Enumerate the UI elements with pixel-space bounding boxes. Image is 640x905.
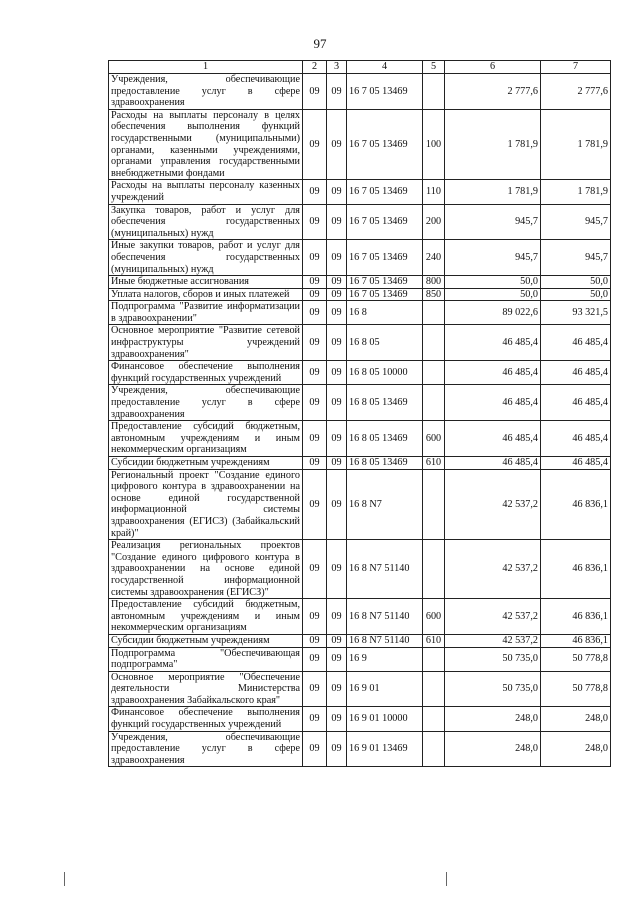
row-subsection-cell: 09: [327, 109, 347, 180]
row-name-cell: Иные закупки товаров, работ и услуг для обеспечения государственных (муниципальных) нужд: [109, 240, 303, 276]
row-target-article-cell: 16 7 05 13469: [347, 109, 423, 180]
table-row: [109, 599, 611, 635]
row-amount-2-cell: 248,0: [541, 707, 611, 731]
row-name-cell: Финансовое обеспечение выполнения функций государственных учреждений: [109, 361, 303, 385]
row-expense-type-cell: [423, 361, 445, 385]
row-section-cell: 09: [303, 540, 327, 599]
row-target-article-cell: 16 9: [347, 647, 423, 671]
row-target-article-cell: 16 9 01 10000: [347, 707, 423, 731]
row-amount-2-cell: 248,0: [541, 731, 611, 767]
scan-mark-right: [446, 872, 447, 886]
row-amount-2-cell: 50 778,8: [541, 647, 611, 671]
row-expense-type-cell: 240: [423, 240, 445, 276]
row-expense-type-cell: [423, 647, 445, 671]
row-expense-type-cell: [423, 301, 445, 325]
table-row: [109, 276, 611, 289]
row-amount-2-cell: 46 485,4: [541, 457, 611, 470]
row-amount-2-cell: 46 836,1: [541, 540, 611, 599]
row-expense-type-cell: [423, 731, 445, 767]
row-subsection-cell: 09: [327, 707, 347, 731]
row-subsection-cell: 09: [327, 599, 347, 635]
row-subsection-cell: 09: [327, 385, 347, 421]
row-amount-2-cell: 945,7: [541, 204, 611, 240]
row-expense-type-cell: [423, 74, 445, 110]
row-subsection-cell: 09: [327, 731, 347, 767]
row-target-article-cell: 16 8 05 13469: [347, 457, 423, 470]
row-expense-type-cell: 800: [423, 276, 445, 289]
row-expense-type-cell: [423, 325, 445, 361]
table-row: [109, 361, 611, 385]
table-header-row: [109, 61, 611, 74]
row-amount-2-cell: 945,7: [541, 240, 611, 276]
row-expense-type-cell: 200: [423, 204, 445, 240]
row-expense-type-cell: [423, 469, 445, 540]
row-name-cell: Предоставление субсидий бюджетным, автономным учреждениям и иным некоммерческим организациям: [109, 599, 303, 635]
row-subsection-cell: 09: [327, 276, 347, 289]
row-target-article-cell: 16 8 05 13469: [347, 421, 423, 457]
row-amount-1-cell: 945,7: [445, 240, 541, 276]
row-expense-type-cell: 600: [423, 421, 445, 457]
row-name-cell: Субсидии бюджетным учреждениям: [109, 634, 303, 647]
budget-table: [108, 60, 611, 767]
row-subsection-cell: 09: [327, 288, 347, 301]
row-amount-2-cell: 46 485,4: [541, 325, 611, 361]
row-amount-1-cell: 1 781,9: [445, 109, 541, 180]
row-name-cell: Расходы на выплаты персоналу казенных учреждений: [109, 180, 303, 204]
row-target-article-cell: 16 7 05 13469: [347, 240, 423, 276]
row-target-article-cell: 16 7 05 13469: [347, 276, 423, 289]
row-amount-2-cell: 2 777,6: [541, 74, 611, 110]
row-target-article-cell: 16 8 N7 51140: [347, 634, 423, 647]
row-amount-1-cell: 46 485,4: [445, 385, 541, 421]
row-subsection-cell: 09: [327, 457, 347, 470]
row-section-cell: 09: [303, 707, 327, 731]
row-name-cell: Учреждения, обеспечивающие предоставление услуг в сфере здравоохранения: [109, 74, 303, 110]
row-expense-type-cell: 850: [423, 288, 445, 301]
row-name-cell: Иные бюджетные ассигнования: [109, 276, 303, 289]
row-section-cell: 09: [303, 469, 327, 540]
row-amount-1-cell: 46 485,4: [445, 457, 541, 470]
row-expense-type-cell: 110: [423, 180, 445, 204]
row-name-cell: Подпрограмма "Развитие информатизации в здравоохранении": [109, 301, 303, 325]
table-row: [109, 204, 611, 240]
row-subsection-cell: 09: [327, 74, 347, 110]
row-amount-2-cell: 1 781,9: [541, 109, 611, 180]
row-section-cell: 09: [303, 361, 327, 385]
row-amount-2-cell: 50,0: [541, 276, 611, 289]
row-amount-2-cell: 46 836,1: [541, 599, 611, 635]
row-amount-1-cell: 42 537,2: [445, 634, 541, 647]
table-row: [109, 74, 611, 110]
header-col-1: 1: [109, 61, 303, 74]
row-name-cell: Подпрограмма "Обеспечивающая подпрограмма": [109, 647, 303, 671]
table-row: [109, 634, 611, 647]
row-amount-2-cell: 50,0: [541, 288, 611, 301]
row-expense-type-cell: 610: [423, 634, 445, 647]
row-amount-1-cell: 42 537,2: [445, 599, 541, 635]
table-row: [109, 707, 611, 731]
row-target-article-cell: 16 9 01 13469: [347, 731, 423, 767]
table-row: [109, 421, 611, 457]
header-col-4: 4: [347, 61, 423, 74]
row-name-cell: Учреждения, обеспечивающие предоставление услуг в сфере здравоохранения: [109, 731, 303, 767]
row-section-cell: 09: [303, 276, 327, 289]
row-section-cell: 09: [303, 731, 327, 767]
row-amount-1-cell: 50,0: [445, 276, 541, 289]
row-subsection-cell: 09: [327, 671, 347, 707]
row-target-article-cell: 16 8 05 10000: [347, 361, 423, 385]
row-amount-1-cell: 42 537,2: [445, 469, 541, 540]
row-expense-type-cell: 610: [423, 457, 445, 470]
row-subsection-cell: 09: [327, 647, 347, 671]
row-subsection-cell: 09: [327, 180, 347, 204]
row-subsection-cell: 09: [327, 301, 347, 325]
table-row: [109, 288, 611, 301]
row-name-cell: Основное мероприятие "Обеспечение деятельности Министерства здравоохранения Забайкальского края": [109, 671, 303, 707]
row-subsection-cell: 09: [327, 204, 347, 240]
row-amount-1-cell: 46 485,4: [445, 325, 541, 361]
row-section-cell: 09: [303, 74, 327, 110]
scan-mark-left: [64, 872, 65, 886]
row-subsection-cell: 09: [327, 421, 347, 457]
row-amount-1-cell: 1 781,9: [445, 180, 541, 204]
row-name-cell: Региональный проект "Создание единого цифрового контура в здравоохранении на основе единой государственной информационной системы здравоохранения (ЕГИСЗ) (Забайкальский край)": [109, 469, 303, 540]
row-section-cell: 09: [303, 385, 327, 421]
row-target-article-cell: 16 8 N7 51140: [347, 540, 423, 599]
row-name-cell: Уплата налогов, сборов и иных платежей: [109, 288, 303, 301]
row-expense-type-cell: [423, 385, 445, 421]
row-target-article-cell: 16 8: [347, 301, 423, 325]
header-col-6: 6: [445, 61, 541, 74]
row-section-cell: 09: [303, 599, 327, 635]
row-amount-1-cell: 2 777,6: [445, 74, 541, 110]
row-amount-1-cell: 46 485,4: [445, 421, 541, 457]
row-section-cell: 09: [303, 421, 327, 457]
row-target-article-cell: 16 7 05 13469: [347, 74, 423, 110]
row-expense-type-cell: 600: [423, 599, 445, 635]
row-expense-type-cell: [423, 707, 445, 731]
row-expense-type-cell: [423, 540, 445, 599]
table-row: [109, 647, 611, 671]
row-subsection-cell: 09: [327, 240, 347, 276]
table-row: [109, 671, 611, 707]
row-amount-1-cell: 248,0: [445, 731, 541, 767]
row-target-article-cell: 16 8 N7 51140: [347, 599, 423, 635]
row-amount-1-cell: 89 022,6: [445, 301, 541, 325]
row-target-article-cell: 16 8 05: [347, 325, 423, 361]
row-amount-1-cell: 50 735,0: [445, 647, 541, 671]
row-expense-type-cell: 100: [423, 109, 445, 180]
row-target-article-cell: 16 8 05 13469: [347, 385, 423, 421]
table-row: [109, 540, 611, 599]
row-amount-2-cell: 46 836,1: [541, 634, 611, 647]
row-name-cell: Учреждения, обеспечивающие предоставление услуг в сфере здравоохранения: [109, 385, 303, 421]
row-expense-type-cell: [423, 671, 445, 707]
row-name-cell: Основное мероприятие "Развитие сетевой инфраструктуры учреждений здравоохранения": [109, 325, 303, 361]
table-row: [109, 301, 611, 325]
row-subsection-cell: 09: [327, 469, 347, 540]
row-amount-1-cell: 945,7: [445, 204, 541, 240]
header-col-2: 2: [303, 61, 327, 74]
row-name-cell: Закупка товаров, работ и услуг для обеспечения государственных (муниципальных) нужд: [109, 204, 303, 240]
row-amount-2-cell: 1 781,9: [541, 180, 611, 204]
header-col-5: 5: [423, 61, 445, 74]
row-subsection-cell: 09: [327, 325, 347, 361]
table-body: [109, 74, 611, 767]
row-section-cell: 09: [303, 288, 327, 301]
row-subsection-cell: 09: [327, 540, 347, 599]
row-name-cell: Финансовое обеспечение выполнения функций государственных учреждений: [109, 707, 303, 731]
row-name-cell: Реализация региональных проектов "Создание единого цифрового контура в здравоохранении на основе единой государственной информационной системы здравоохранения (ЕГИСЗ)": [109, 540, 303, 599]
row-name-cell: Расходы на выплаты персоналу в целях обеспечения выполнения функций государственными (муниципальными) органами, казенными учреждениями, органами управления государственными внебюджетными фондами: [109, 109, 303, 180]
row-amount-1-cell: 46 485,4: [445, 361, 541, 385]
row-section-cell: 09: [303, 457, 327, 470]
row-amount-2-cell: 46 485,4: [541, 361, 611, 385]
row-section-cell: 09: [303, 301, 327, 325]
row-amount-1-cell: 50,0: [445, 288, 541, 301]
row-amount-1-cell: 50 735,0: [445, 671, 541, 707]
row-section-cell: 09: [303, 240, 327, 276]
row-target-article-cell: 16 7 05 13469: [347, 288, 423, 301]
row-amount-1-cell: 248,0: [445, 707, 541, 731]
row-amount-2-cell: 50 778,8: [541, 671, 611, 707]
row-section-cell: 09: [303, 109, 327, 180]
table-row: [109, 457, 611, 470]
row-section-cell: 09: [303, 647, 327, 671]
row-amount-2-cell: 46 836,1: [541, 469, 611, 540]
table-row: [109, 469, 611, 540]
row-subsection-cell: 09: [327, 361, 347, 385]
row-amount-2-cell: 46 485,4: [541, 385, 611, 421]
row-target-article-cell: 16 8 N7: [347, 469, 423, 540]
row-section-cell: 09: [303, 671, 327, 707]
row-section-cell: 09: [303, 204, 327, 240]
row-subsection-cell: 09: [327, 634, 347, 647]
row-target-article-cell: 16 7 05 13469: [347, 204, 423, 240]
row-name-cell: Предоставление субсидий бюджетным, автономным учреждениям и иным некоммерческим организациям: [109, 421, 303, 457]
row-target-article-cell: 16 7 05 13469: [347, 180, 423, 204]
page-number: 97: [313, 36, 327, 51]
row-section-cell: 09: [303, 325, 327, 361]
table-row: [109, 240, 611, 276]
row-section-cell: 09: [303, 180, 327, 204]
table-row: [109, 731, 611, 767]
row-amount-1-cell: 42 537,2: [445, 540, 541, 599]
row-amount-2-cell: 46 485,4: [541, 421, 611, 457]
table-row: [109, 325, 611, 361]
row-amount-2-cell: 93 321,5: [541, 301, 611, 325]
row-name-cell: Субсидии бюджетным учреждениям: [109, 457, 303, 470]
table-row: [109, 109, 611, 180]
table-row: [109, 385, 611, 421]
row-section-cell: 09: [303, 634, 327, 647]
header-col-7: 7: [541, 61, 611, 74]
table-row: [109, 180, 611, 204]
header-col-3: 3: [327, 61, 347, 74]
row-target-article-cell: 16 9 01: [347, 671, 423, 707]
